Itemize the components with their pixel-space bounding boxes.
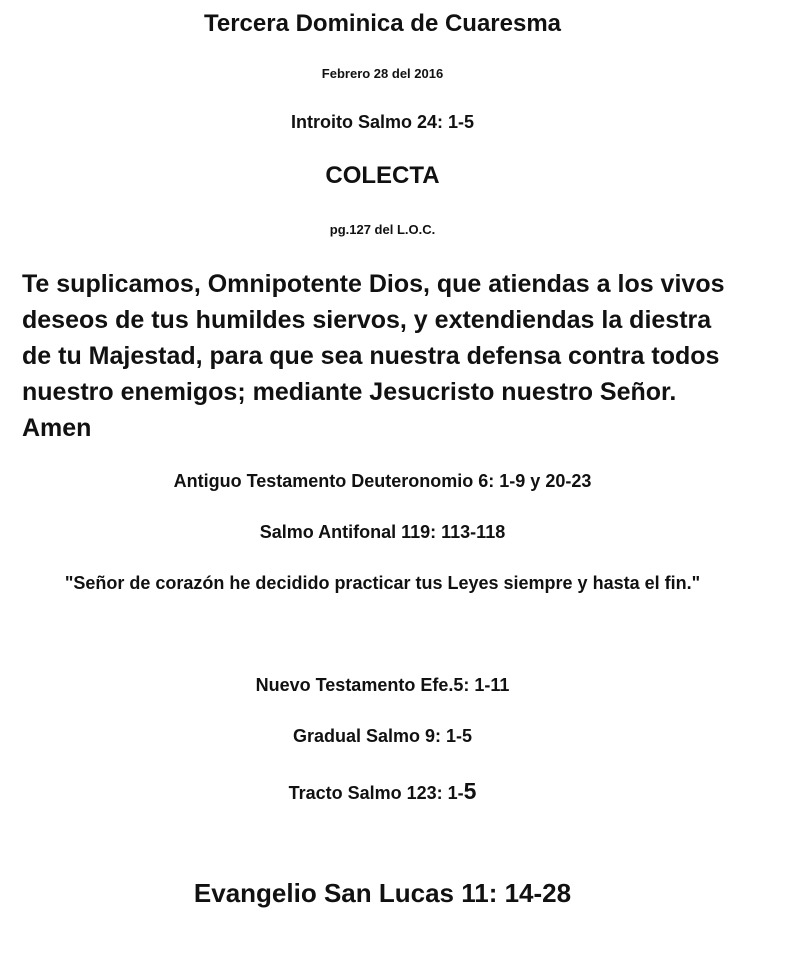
collect-prayer [22, 266, 762, 446]
tracto-prefix: Tracto Salmo 123: 1- [288, 783, 464, 803]
collect-line: Amen [22, 414, 92, 442]
collect-line: Te suplicamos, Omnipotente Dios, que atiendas a los vivos [22, 270, 725, 298]
page-reference: pg.127 del L.O.C. [329, 222, 436, 237]
tracto-suffix: 5 [463, 778, 477, 804]
salmo-antifonal-reading: Salmo Antifonal 119: 113-118 [259, 522, 506, 542]
collect-line: nuestro enemigos; mediante Jesucristo nuestro Señor. [22, 378, 677, 406]
introito-reference: Introito Salmo 24: 1-5 [290, 112, 475, 132]
nuevo-testamento-reading: Nuevo Testamento Efe.5: 1-11 [255, 675, 510, 695]
antiguo-testamento-reading: Antiguo Testamento Deuteronomio 6: 1-9 y 20-23 [173, 471, 592, 491]
antiphon-quote: "Señor de corazón he decidido practicar tus Leyes siempre y hasta el fin." [64, 573, 701, 593]
collect-line: de tu Majestad, para que sea nuestra defensa contra todos [22, 342, 720, 370]
collect-line: deseos de tus humildes siervos, y extendiendas la diestra [22, 306, 712, 334]
colecta-heading: COLECTA [325, 162, 440, 189]
evangelio-reading: Evangelio San Lucas 11: 14-28 [193, 878, 572, 908]
page-title: Tercera Dominica de Cuaresma [203, 10, 562, 37]
service-date: Febrero 28 del 2016 [321, 66, 444, 81]
gradual-reading: Gradual Salmo 9: 1-5 [292, 726, 473, 746]
tracto-reading [0, 780, 765, 803]
